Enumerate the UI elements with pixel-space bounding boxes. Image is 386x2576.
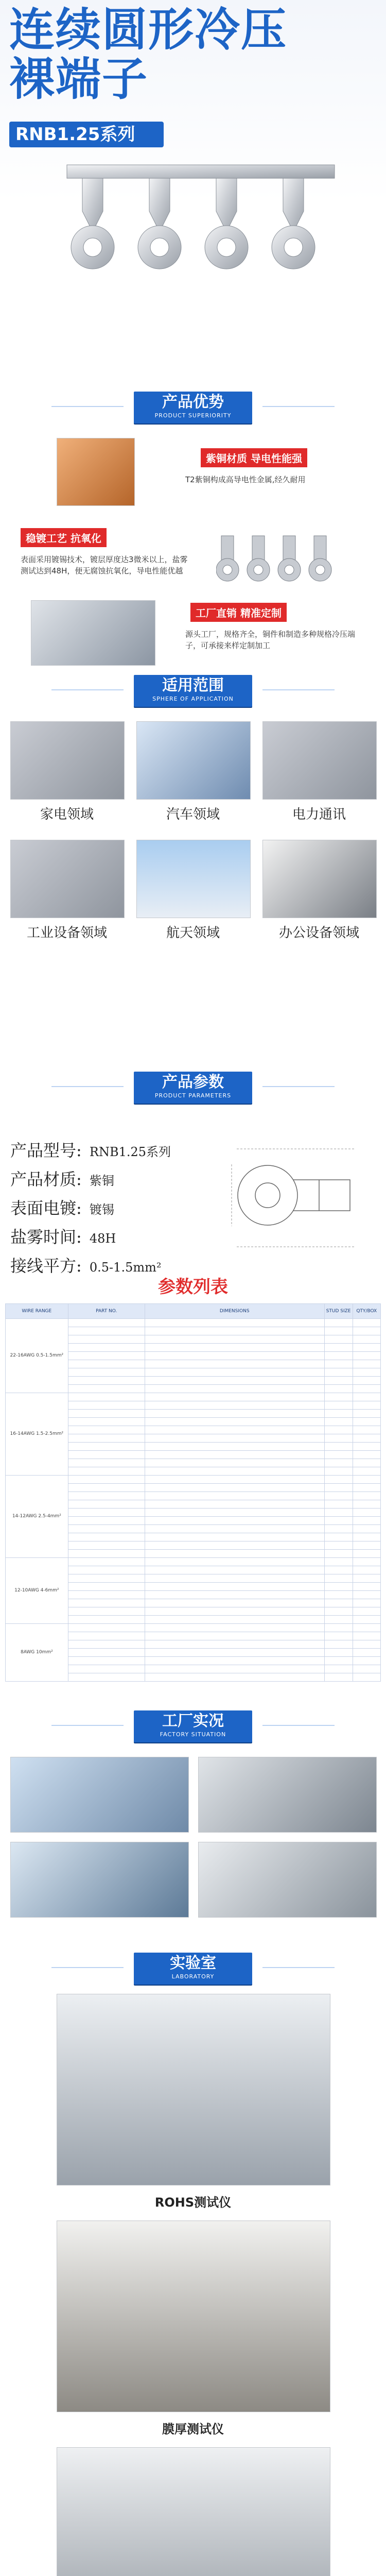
spec-cell <box>353 1319 380 1327</box>
spec-cell <box>353 1368 380 1377</box>
spec-cell <box>145 1385 324 1393</box>
spec-cell <box>353 1443 380 1451</box>
spec-cell <box>324 1624 353 1632</box>
spec-cell <box>353 1550 380 1558</box>
spec-cell <box>145 1616 324 1624</box>
spec-cell <box>353 1632 380 1640</box>
spec-cell <box>145 1377 324 1385</box>
spec-cell <box>324 1451 353 1459</box>
application-field-1: 家电领域 <box>40 807 94 822</box>
param-value: 紫铜 <box>89 1174 114 1188</box>
power-cabinet-image <box>262 721 377 800</box>
spec-cell <box>324 1541 353 1550</box>
spec-cell <box>145 1484 324 1492</box>
param-value: 48H <box>89 1231 116 1246</box>
spec-cell <box>353 1616 380 1624</box>
spec-cell <box>68 1624 145 1632</box>
spec-cell <box>353 1665 380 1673</box>
hero-model-text: RNB1.25系列 <box>15 124 135 145</box>
param-row <box>10 1223 206 1251</box>
spec-cell <box>68 1533 145 1541</box>
thickness-tester-image <box>57 2221 330 2412</box>
spec-cell <box>68 1426 145 1434</box>
spec-cell <box>145 1368 324 1377</box>
spec-cell <box>145 1443 324 1451</box>
spec-wire-range-cell: 12-10AWG 4-6mm² <box>6 1558 68 1624</box>
terminal-dimension-drawing <box>221 1128 376 1262</box>
spec-cell <box>68 1344 145 1352</box>
spec-cell <box>68 1335 145 1344</box>
spec-cell <box>145 1517 324 1525</box>
params-list <box>10 1136 206 1280</box>
spec-cell <box>68 1319 145 1327</box>
spec-cell <box>145 1335 324 1344</box>
spec-cell <box>324 1377 353 1385</box>
spec-cell <box>68 1401 145 1410</box>
spec-cell <box>353 1558 380 1566</box>
spec-cell <box>324 1632 353 1640</box>
spec-cell <box>353 1418 380 1426</box>
spec-row <box>6 1624 381 1632</box>
spec-cell <box>324 1533 353 1541</box>
spec-cell <box>68 1550 145 1558</box>
spec-row <box>6 1393 381 1401</box>
spec-wire-range-cell: 8AWG 10mm² <box>6 1624 68 1682</box>
hero-title-line1: 连续圆形冷压 <box>9 3 288 56</box>
office-equipment-image <box>262 840 377 918</box>
params-banner-subtitle: PRODUCT PARAMETERS <box>154 1092 232 1099</box>
spec-cell <box>353 1410 380 1418</box>
spec-cell <box>68 1509 145 1517</box>
spec-cell <box>68 1517 145 1525</box>
spec-cell <box>324 1649 353 1657</box>
factory-workshop-image-2 <box>198 1757 377 1833</box>
spec-cell <box>68 1352 145 1360</box>
spec-cell <box>68 1492 145 1500</box>
advantage-banner-subtitle: PRODUCT SUPERIORITY <box>154 412 232 419</box>
spec-cell <box>324 1476 353 1484</box>
spec-cell <box>145 1673 324 1682</box>
spec-cell <box>324 1360 353 1368</box>
spec-cell <box>324 1607 353 1616</box>
hero-title-line2: 裸端子 <box>9 53 149 106</box>
lab-section <box>0 1953 386 2576</box>
spec-cell <box>353 1335 380 1344</box>
application-field-4: 工业设备领域 <box>26 925 107 941</box>
spec-table-title: 参数列表 <box>158 1277 228 1297</box>
spec-cell <box>353 1607 380 1616</box>
spec-cell <box>145 1583 324 1591</box>
spec-cell <box>324 1517 353 1525</box>
spec-cell <box>68 1599 145 1607</box>
spec-cell <box>68 1640 145 1649</box>
spec-cell <box>324 1434 353 1443</box>
spec-cell <box>324 1459 353 1467</box>
param-row <box>10 1136 206 1165</box>
advantage-heading-1: 紫铜材质 导电性能强 <box>201 448 307 467</box>
spec-cell <box>324 1368 353 1377</box>
application-section <box>0 675 386 963</box>
spec-cell <box>68 1525 145 1533</box>
spec-cell <box>353 1599 380 1607</box>
spec-cell <box>353 1591 380 1599</box>
spec-cell <box>145 1410 324 1418</box>
spec-header-cell: STUD SIZE <box>324 1304 353 1319</box>
aerospace-image <box>136 840 251 918</box>
factory-workshop-image-1 <box>10 1757 189 1833</box>
factory-workshop-image-3 <box>10 1842 189 1918</box>
spec-cell <box>324 1335 353 1344</box>
spec-wire-range-cell: 16-14AWG 1.5-2.5mm² <box>6 1393 68 1476</box>
spec-cell <box>353 1360 380 1368</box>
spec-header-cell: DIMENSIONS <box>145 1304 324 1319</box>
application-field-3: 电力通讯 <box>292 807 346 822</box>
spec-cell <box>145 1574 324 1583</box>
lab-caption-2: 膜厚测试仪 <box>162 2422 224 2436</box>
spec-row <box>6 1319 381 1327</box>
advantage-text-3: 源头工厂，规格齐全，铜件和制造多种规格冷压端子，可承接来样定制加工 <box>185 630 356 650</box>
spec-cell <box>68 1616 145 1624</box>
spec-cell <box>145 1533 324 1541</box>
rohs-tester-image <box>57 1994 330 2185</box>
spec-cell <box>68 1443 145 1451</box>
spec-cell <box>324 1640 353 1649</box>
param-label: 产品材质: <box>10 1170 82 1189</box>
spec-cell <box>324 1467 353 1476</box>
spec-cell <box>145 1500 324 1509</box>
spec-cell <box>324 1583 353 1591</box>
copper-coil-image <box>57 438 135 506</box>
spec-cell <box>353 1459 380 1467</box>
param-label: 盐雾时间: <box>10 1227 82 1247</box>
spec-cell <box>353 1541 380 1550</box>
factory-workshop-image-4 <box>198 1842 377 1918</box>
spec-cell <box>353 1574 380 1583</box>
lab-banner <box>134 1953 252 1985</box>
spec-cell <box>353 1624 380 1632</box>
spec-cell <box>145 1640 324 1649</box>
spec-cell <box>145 1393 324 1401</box>
spec-cell <box>353 1344 380 1352</box>
advantage-heading-3: 工厂直销 精准定制 <box>190 603 287 622</box>
hero-section <box>0 0 386 289</box>
spec-header-row <box>6 1304 381 1319</box>
spec-cell <box>145 1541 324 1550</box>
spec-cell <box>68 1541 145 1550</box>
spec-cell <box>68 1574 145 1583</box>
spec-cell <box>324 1673 353 1682</box>
spec-cell <box>353 1649 380 1657</box>
spec-cell <box>68 1467 145 1476</box>
spec-cell <box>324 1525 353 1533</box>
spec-cell <box>324 1566 353 1574</box>
factory-banner-title: 工厂实况 <box>162 1712 224 1730</box>
spec-cell <box>145 1649 324 1657</box>
spec-cell <box>324 1443 353 1451</box>
spec-cell <box>68 1385 145 1393</box>
ring-terminals-image <box>216 526 340 587</box>
param-label: 接线平方: <box>10 1256 82 1276</box>
spec-cell <box>353 1476 380 1484</box>
factory-banner <box>134 1710 252 1742</box>
spec-cell <box>145 1418 324 1426</box>
spec-cell <box>353 1451 380 1459</box>
spec-cell <box>145 1319 324 1327</box>
spec-cell <box>324 1426 353 1434</box>
spec-cell <box>145 1599 324 1607</box>
params-banner <box>134 1072 252 1104</box>
spec-cell <box>324 1418 353 1426</box>
advantage-banner <box>134 392 252 423</box>
params-banner-title: 产品参数 <box>162 1073 224 1091</box>
spec-cell <box>145 1550 324 1558</box>
spec-cell <box>353 1517 380 1525</box>
spec-cell <box>145 1476 324 1484</box>
spec-cell <box>68 1657 145 1665</box>
param-label: 产品型号: <box>10 1141 82 1160</box>
spec-cell <box>353 1525 380 1533</box>
spec-cell <box>324 1492 353 1500</box>
automotive-image <box>136 721 251 800</box>
spec-cell <box>145 1509 324 1517</box>
spec-cell <box>68 1476 145 1484</box>
spec-cell <box>68 1377 145 1385</box>
param-row <box>10 1165 206 1194</box>
spec-cell <box>353 1385 380 1393</box>
param-value: RNB1.25系列 <box>89 1145 171 1159</box>
spec-header-cell: PART NO. <box>68 1304 145 1319</box>
spec-cell <box>68 1591 145 1599</box>
spec-cell <box>353 1583 380 1591</box>
advantage-text-2: 表面采用镀锡技术，镀层厚度达3微米以上，盐雾测试达到48H，便无腐蚀抗氧化，导电性能优越 <box>21 555 188 575</box>
spec-table-grid <box>5 1303 381 1682</box>
spec-cell <box>324 1344 353 1352</box>
spec-cell <box>68 1665 145 1673</box>
lab-banner-subtitle: LABORATORY <box>171 1973 215 1980</box>
spec-cell <box>68 1368 145 1377</box>
application-banner-title: 适用范围 <box>162 676 224 694</box>
spec-table <box>5 1303 381 1685</box>
spec-header-cell: QTY/BOX <box>353 1304 380 1319</box>
spec-cell <box>145 1591 324 1599</box>
spec-cell <box>353 1673 380 1682</box>
spec-wire-range-cell: 22-16AWG 0.5-1.5mm² <box>6 1319 68 1393</box>
spec-cell <box>68 1500 145 1509</box>
hero-terminal-strip-image <box>57 155 345 278</box>
spec-cell <box>324 1599 353 1607</box>
spec-cell <box>145 1451 324 1459</box>
spec-cell <box>145 1327 324 1335</box>
spec-cell <box>324 1509 353 1517</box>
spec-cell <box>68 1327 145 1335</box>
spec-cell <box>68 1418 145 1426</box>
application-banner-subtitle: SPHERE OF APPLICATION <box>152 696 234 702</box>
advantage-text-1: T2紫铜构成高导电性金属,经久耐用 <box>185 475 306 484</box>
spec-header-cell: WIRE RANGE <box>6 1304 68 1319</box>
spec-cell <box>353 1393 380 1401</box>
spec-cell <box>353 1377 380 1385</box>
application-banner <box>134 675 252 707</box>
spec-cell <box>324 1500 353 1509</box>
lab-banner-title: 实验室 <box>170 1954 216 1972</box>
salt-spray-tester-image <box>57 2447 330 2576</box>
spec-cell <box>68 1434 145 1443</box>
spec-cell <box>324 1327 353 1335</box>
param-value: 镀锡 <box>89 1202 114 1217</box>
spec-cell <box>68 1566 145 1574</box>
spec-cell <box>353 1533 380 1541</box>
spec-cell <box>68 1649 145 1657</box>
spec-cell <box>324 1550 353 1558</box>
spec-cell <box>324 1393 353 1401</box>
spec-cell <box>324 1665 353 1673</box>
spec-cell <box>324 1319 353 1327</box>
spec-cell <box>324 1410 353 1418</box>
param-label: 表面电镀: <box>10 1198 82 1218</box>
spec-cell <box>145 1401 324 1410</box>
spec-cell <box>353 1657 380 1665</box>
spec-cell <box>145 1459 324 1467</box>
spec-cell <box>324 1657 353 1665</box>
industrial-equipment-image <box>10 840 125 918</box>
spec-cell <box>353 1566 380 1574</box>
advantage-section <box>0 392 386 670</box>
spec-cell <box>324 1385 353 1393</box>
spec-cell <box>145 1344 324 1352</box>
params-section <box>0 1072 386 1276</box>
spec-cell <box>145 1624 324 1632</box>
param-value: 0.5-1.5mm² <box>89 1260 162 1275</box>
spec-cell <box>68 1393 145 1401</box>
spec-cell <box>68 1459 145 1467</box>
application-field-2: 汽车领域 <box>166 807 220 822</box>
spec-cell <box>145 1665 324 1673</box>
spec-cell <box>353 1640 380 1649</box>
spec-cell <box>68 1451 145 1459</box>
spec-cell <box>353 1484 380 1492</box>
spec-wire-range-cell: 14-12AWG 2.5-4mm² <box>6 1476 68 1558</box>
advantage-heading-2: 稳镀工艺 抗氧化 <box>21 528 107 547</box>
spec-cell <box>145 1607 324 1616</box>
spec-cell <box>68 1607 145 1616</box>
spec-cell <box>145 1657 324 1665</box>
spec-cell <box>324 1484 353 1492</box>
spec-cell <box>145 1566 324 1574</box>
hero-model-badge <box>9 122 164 147</box>
spec-cell <box>353 1500 380 1509</box>
spec-cell <box>145 1360 324 1368</box>
spec-cell <box>145 1632 324 1640</box>
spec-cell <box>68 1410 145 1418</box>
spec-cell <box>353 1327 380 1335</box>
spec-cell <box>145 1558 324 1566</box>
spec-cell <box>353 1401 380 1410</box>
application-field-5: 航天领域 <box>166 925 220 941</box>
spec-cell <box>68 1632 145 1640</box>
spec-cell <box>353 1467 380 1476</box>
home-appliance-image <box>10 721 125 800</box>
spec-cell <box>68 1558 145 1566</box>
factory-section <box>0 1710 386 1927</box>
spec-cell <box>68 1673 145 1682</box>
advantage-banner-title: 产品优势 <box>162 393 224 411</box>
factory-machines-image <box>31 600 155 666</box>
spec-row <box>6 1558 381 1566</box>
spec-cell <box>145 1525 324 1533</box>
spec-cell <box>145 1492 324 1500</box>
factory-banner-subtitle: FACTORY SITUATION <box>160 1731 226 1738</box>
spec-cell <box>324 1574 353 1583</box>
spec-cell <box>324 1558 353 1566</box>
spec-cell <box>353 1426 380 1434</box>
spec-row <box>6 1476 381 1484</box>
application-field-6: 办公设备领域 <box>278 925 359 941</box>
spec-table-section <box>0 1273 386 1690</box>
spec-cell <box>324 1616 353 1624</box>
spec-cell <box>145 1467 324 1476</box>
spec-cell <box>353 1509 380 1517</box>
lab-caption-1: ROHS测试仪 <box>154 2195 232 2210</box>
spec-cell <box>145 1434 324 1443</box>
spec-cell <box>324 1401 353 1410</box>
spec-cell <box>68 1360 145 1368</box>
spec-cell <box>353 1352 380 1360</box>
spec-cell <box>68 1583 145 1591</box>
spec-cell <box>324 1591 353 1599</box>
spec-cell <box>145 1426 324 1434</box>
spec-cell <box>145 1352 324 1360</box>
spec-cell <box>324 1352 353 1360</box>
spec-cell <box>353 1492 380 1500</box>
spec-cell <box>353 1434 380 1443</box>
param-row <box>10 1194 206 1223</box>
spec-cell <box>68 1484 145 1492</box>
